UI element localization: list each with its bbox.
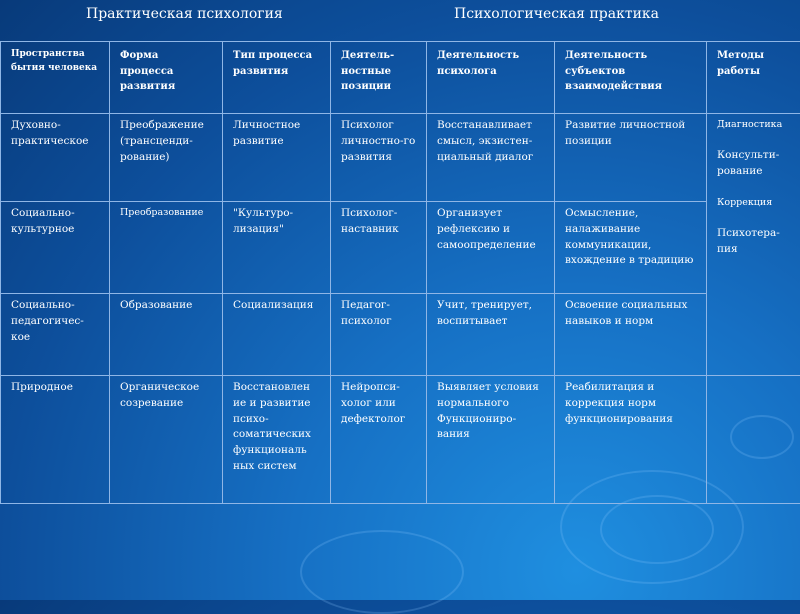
table-cell: Педагог-психолог [331, 294, 427, 376]
table-cell: Социально-культурное [1, 202, 110, 294]
column-header: Деятельность психолога [427, 42, 555, 114]
table-cell: Преображение (трансценди-рование) [110, 114, 223, 202]
method-item: Консульти-рование [717, 148, 790, 180]
table-cell: Нейропси-холог или дефектолог [331, 376, 427, 504]
table-cell: Социализация [223, 294, 331, 376]
methods-cell [707, 114, 800, 376]
column-header: Пространства бытия человека [1, 42, 110, 114]
table-row [1, 202, 800, 294]
method-item: Диагностика [717, 118, 790, 132]
table-row [1, 294, 800, 376]
table-cell: Восстановлен ие и развитие психо-соматических функциональ ных систем [223, 376, 331, 504]
table-cell: Развитие личностной позиции [555, 114, 707, 202]
table-cell: Преобразование [110, 202, 223, 294]
table-cell: Осмысление, налаживание коммуникации, вхождение в традицию [555, 202, 707, 294]
table-cell: Учит, тренирует, воспитывает [427, 294, 555, 376]
background-ripple [300, 530, 464, 614]
comparison-table [0, 41, 800, 504]
table-cell: Реабилитация и коррекция норм функционирования [555, 376, 707, 504]
column-header: Деятельность субъектов взаимодействия [555, 42, 707, 114]
table-cell: Психолог личностно-го развития [331, 114, 427, 202]
table-row [1, 114, 800, 202]
column-header: Тип процесса развития [223, 42, 331, 114]
table-cell: Восстанавливает смысл, экзистен-циальный диалог [427, 114, 555, 202]
table-cell: Организует рефлексию и самоопределение [427, 202, 555, 294]
title-practical-psychology: Практическая психология [86, 6, 283, 22]
table-cell: Природное [1, 376, 110, 504]
column-header: Методы работы [707, 42, 800, 114]
table-cell: Органическое созревание [110, 376, 223, 504]
background-ripple [600, 495, 714, 564]
table-row [1, 376, 800, 504]
table-cell: Образование [110, 294, 223, 376]
method-item: Коррекция [717, 196, 790, 210]
table-cell: Психолог-наставник [331, 202, 427, 294]
table-cell: Освоение социальных навыков и норм [555, 294, 707, 376]
table-header-row [1, 42, 800, 114]
table-cell: "Культуро-лизация" [223, 202, 331, 294]
table-cell: Выявляет условия нормального Функциониро-вания [427, 376, 555, 504]
title-psychological-practice: Психологическая практика [454, 6, 659, 22]
table-cell: Духовно-практическое [1, 114, 110, 202]
column-header: Форма процесса развития [110, 42, 223, 114]
table-cell: Социально-педагогичес-кое [1, 294, 110, 376]
table-cell-empty [707, 376, 800, 504]
column-header: Деятель-ностные позиции [331, 42, 427, 114]
table-cell: Личностное развитие [223, 114, 331, 202]
method-item: Психотера-пия [717, 226, 790, 258]
